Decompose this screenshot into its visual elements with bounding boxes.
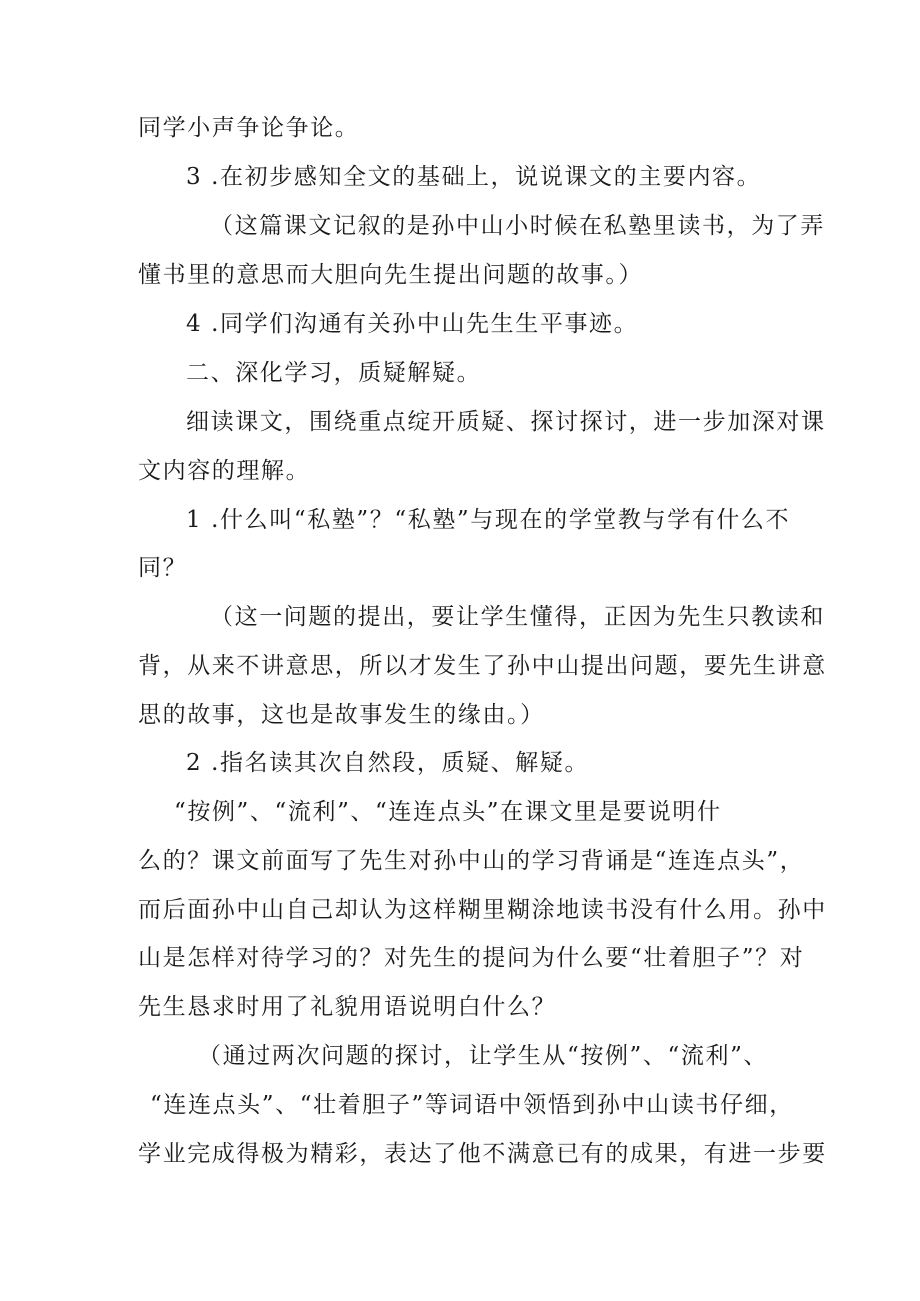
text-line: 先生恳求时用了礼貌用语说明白什么？	[138, 994, 557, 1020]
text-line: 而后面孙中山自己却认为这样糊里糊涂地读书没有什么用。孙中	[138, 897, 827, 923]
text-line: 2 .指名读其次自然段，质疑、解疑。	[186, 750, 590, 776]
text-line: 思的故事，这也是故事发生的缘由。）	[138, 702, 545, 728]
section-heading: 二、深化学习，质疑解疑。	[186, 360, 482, 386]
text-line: 背，从来不讲意思，所以才发生了孙中山提出问题，要先生讲意	[138, 653, 827, 679]
text-line: （这一问题的提出，要让学生懂得，正因为先生只教读和	[210, 604, 825, 630]
text-line: 细读课文，围绕重点绽开质疑、探讨探讨，进一步加深对课	[186, 409, 826, 435]
text-line: （通过两次问题的探讨，让学生从“按例”、“流利”、	[198, 1043, 769, 1069]
text-line: 4 .同学们沟通有关孙中山先生生平事迹。	[186, 311, 639, 337]
text-line: （这篇课文记叙的是孙中山小时候在私塾里读书，为了弄	[210, 213, 825, 239]
text-line: 同学小声争论争论。	[138, 115, 360, 141]
text-line: 学业完成得极为精彩，表达了他不满意已有的成果，有进一步要	[138, 1141, 827, 1167]
text-line: 同？	[138, 555, 188, 581]
text-line: 1 .什么叫“私塾”？“私塾”与现在的学堂教与学有什么不	[186, 507, 791, 533]
text-line: 文内容的理解。	[138, 458, 311, 484]
text-line: “连连点头”、“壮着胆子”等词语中领悟到孙中山读书仔细，	[150, 1092, 794, 1118]
text-line: 3 .在初步感知全文的基础上，说说课文的主要内容。	[186, 164, 762, 190]
text-line: 山是怎样对待学习的？对先生的提问为什么要“壮着胆子”？对	[138, 945, 805, 971]
text-line: 么的？课文前面写了先生对孙中山的学习背诵是“连连点头”，	[138, 848, 805, 874]
text-line: “按例”、“流利”、“连连点头”在课文里是要说明什	[174, 799, 722, 825]
text-line: 懂书里的意思而大胆向先生提出问题的故事。）	[138, 262, 644, 288]
